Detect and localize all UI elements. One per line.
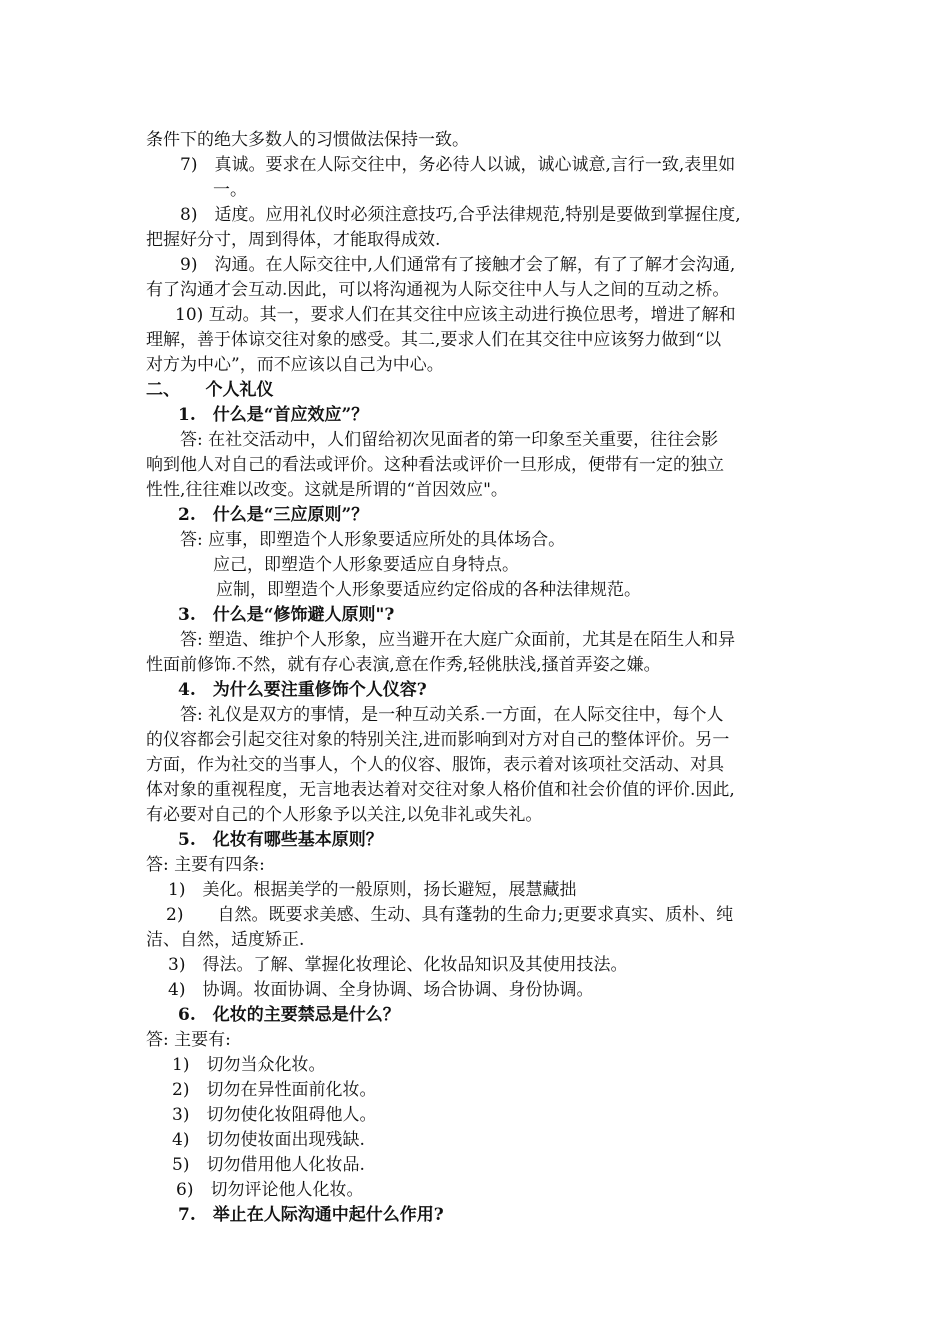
answer-text: 答: 塑造、维护个人形象，应当避开在大庭广众面前，尤其是在陌生人和异 bbox=[180, 630, 736, 650]
text-line: 性性,往往难以改变。这就是所谓的“首因效应"。 bbox=[146, 480, 508, 500]
list-item: 3) 切勿使化妆阻碍他人。 bbox=[172, 1105, 377, 1125]
text-line: 对方为中心”，而不应该以自己为中心。 bbox=[146, 355, 444, 375]
list-item: 1) 美化。根据美学的一般原则，扬长避短，展慧藏拙 bbox=[168, 880, 577, 900]
question-heading: 5. 化妆有哪些基本原则？ bbox=[178, 830, 383, 850]
text-line: 应己，即塑造个人形象要适应自身特点。 bbox=[213, 555, 519, 575]
list-item: 5) 切勿借用他人化妆品. bbox=[172, 1155, 365, 1175]
text-line: 的仪容都会引起交往对象的特别关注,进而影响到对方对自己的整体评价。另一 bbox=[146, 730, 730, 750]
list-item: 4) 切勿使妆面出现残缺. bbox=[172, 1130, 365, 1150]
list-item: 2) 切勿在异性面前化妆。 bbox=[172, 1080, 377, 1100]
text-line: 有必要对自己的个人形象予以关注,以免非礼或失礼。 bbox=[146, 805, 543, 825]
answer-text: 答: 主要有: bbox=[146, 1030, 231, 1050]
answer-text: 答: 在社交活动中，人们留给初次见面者的第一印象至关重要，往往会影 bbox=[180, 430, 719, 450]
question-heading: 7. 举止在人际沟通中起什么作用? bbox=[178, 1205, 444, 1225]
list-item: 3) 得法。了解、掌握化妆理论、化妆品知识及其使用技法。 bbox=[168, 955, 628, 975]
list-item: 1) 切勿当众化妆。 bbox=[172, 1055, 326, 1075]
text-line: 洁、自然，适度矫正. bbox=[146, 930, 305, 950]
list-item: 8) 适度。应用礼仪时必须注意技巧,合乎法律规范,特别是要做到掌握住度, bbox=[180, 205, 741, 225]
question-heading: 4. 为什么要注重修饰个人仪容? bbox=[178, 680, 427, 700]
answer-text: 答: 礼仪是双方的事情，是一种互动关系.一方面，在人际交往中，每个人 bbox=[180, 705, 724, 725]
text-line: 条件下的绝大多数人的习惯做法保持一致。 bbox=[146, 130, 469, 150]
question-heading: 6. 化妆的主要禁忌是什么？ bbox=[178, 1005, 400, 1025]
text-line: 性面前修饰.不然，就有存心表演,意在作秀,轻佻肤浅,搔首弄姿之嫌。 bbox=[146, 655, 661, 675]
list-item: 9) 沟通。在人际交往中,人们通常有了接触才会了解，有了了解才会沟通, bbox=[180, 255, 736, 275]
text-line: 把握好分寸，周到得体，才能取得成效. bbox=[146, 230, 441, 250]
list-item: 2) 自然。既要求美感、生动、具有蓬勃的生命力;更要求真实、质朴、纯 bbox=[166, 905, 734, 925]
question-heading: 2. 什么是“三应原则”？ bbox=[178, 505, 369, 525]
list-item: 6) 切勿评论他人化妆。 bbox=[176, 1180, 364, 1200]
text-line: 理解，善于体谅交往对象的感受。其二,要求人们在其交往中应该努力做到“以 bbox=[146, 330, 722, 350]
question-heading: 1. 什么是“首应效应”？ bbox=[178, 405, 369, 425]
text-line: 有了沟通才会互动.因此，可以将沟通视为人际交往中人与人之间的互动之桥。 bbox=[146, 280, 730, 300]
list-item: 4) 协调。妆面协调、全身协调、场合协调、身份协调。 bbox=[168, 980, 594, 1000]
text-line: 方面，作为社交的当事人，个人的仪容、服饰，表示着对该项社交活动、对具 bbox=[146, 755, 724, 775]
text-line: 应制，即塑造个人形象要适应约定俗成的各种法律规范。 bbox=[216, 580, 641, 600]
question-heading: 3. 什么是“修饰避人原则"? bbox=[178, 605, 395, 625]
text-line: 一。 bbox=[213, 180, 247, 200]
text-line: 响到他人对自己的看法或评价。这种看法或评价一旦形成，便带有一定的独立 bbox=[146, 455, 724, 475]
answer-text: 答: 应事，即塑造个人形象要适应所处的具体场合。 bbox=[180, 530, 566, 550]
answer-text: 答: 主要有四条: bbox=[146, 855, 265, 875]
list-item: 7) 真诚。要求在人际交往中，务必待人以诚，诚心诚意,言行一致,表里如 bbox=[180, 155, 736, 175]
list-item: 10) 互动。其一，要求人们在其交往中应该主动进行换位思考，增进了解和 bbox=[175, 305, 736, 325]
section-heading: 二、 个人礼仪 bbox=[146, 380, 274, 400]
text-line: 体对象的重视程度，无言地表达着对交往对象人格价值和社会价值的评价.因此, bbox=[146, 780, 735, 800]
